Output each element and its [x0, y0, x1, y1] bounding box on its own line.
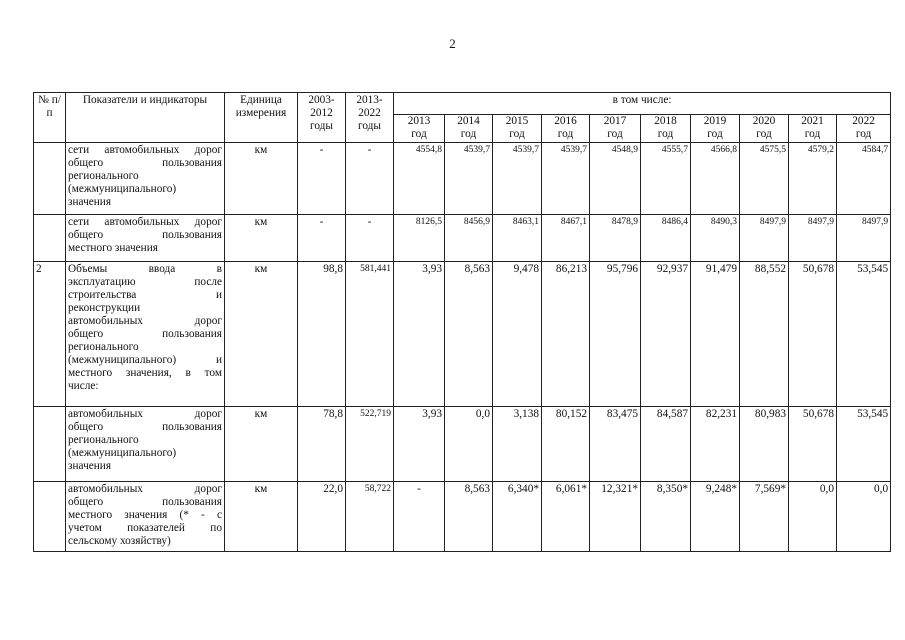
indicator-name-line: значения — [68, 460, 112, 472]
row-value-2016: 6,061* — [542, 482, 590, 552]
indicator-name-line: числе: — [68, 380, 99, 392]
header-year-number: 2019 — [703, 115, 727, 127]
row-value-2013: 8126,5 — [394, 215, 445, 262]
row-value-2020: 8497,9 — [740, 215, 789, 262]
row-period-2003-2012: 22,0 — [298, 482, 346, 552]
indicator-name-line: (межмуниципального) — [68, 183, 177, 195]
row-value-2018: 4555,7 — [641, 143, 691, 215]
header-year-word: год — [509, 128, 525, 140]
header-year-2021 — [789, 115, 837, 143]
row-period-2013-2022: 522,719 — [346, 407, 394, 482]
row-value-2014: 8456,9 — [445, 215, 493, 262]
row-value-2013: 3,93 — [394, 262, 445, 407]
row-number — [34, 407, 66, 482]
row-value-2021: 50,678 — [789, 262, 837, 407]
row-unit: км — [225, 215, 298, 262]
header-year-2017 — [590, 115, 641, 143]
row-value-2016: 86,213 — [542, 262, 590, 407]
indicator-name-line: автомобильных дорог — [68, 315, 222, 327]
header-year-number: 2021 — [801, 115, 824, 127]
header-year-word: год — [557, 128, 574, 140]
header-group: в том числе: — [394, 93, 891, 115]
row-unit: км — [225, 143, 298, 215]
row-indicator-name — [66, 407, 225, 482]
indicator-name-line: местного значения (* - с — [68, 509, 222, 521]
row-value-2022: 4584,7 — [837, 143, 891, 215]
header-year-number: 2014 — [457, 115, 480, 127]
row-indicator-name — [66, 482, 225, 552]
header-num: № п/п — [34, 93, 66, 143]
row-number — [34, 143, 66, 215]
indicator-name-line: Объемы ввода в — [68, 263, 222, 275]
row-period-2013-2022: 58,722 — [346, 482, 394, 552]
row-value-2014: 8,563 — [445, 482, 493, 552]
header-name: Показатели и индикаторы — [66, 93, 225, 143]
header-year-word: год — [756, 128, 772, 140]
row-period-2003-2012: - — [298, 215, 346, 262]
header-year-word: год — [804, 128, 821, 140]
header-year-2022 — [837, 115, 891, 143]
indicator-name-line: автомобильных дорог — [68, 408, 222, 420]
table-row — [34, 407, 891, 482]
header-year-2020 — [740, 115, 789, 143]
indicator-name-line: эксплуатацию после — [68, 276, 222, 288]
table-row — [34, 262, 891, 407]
row-value-2017: 12,321* — [590, 482, 641, 552]
indicator-name-line: (межмуниципального) и — [68, 354, 222, 366]
header-year-word: год — [657, 128, 674, 140]
header-year-number: 2018 — [654, 115, 677, 127]
header-year-2015 — [493, 115, 542, 143]
row-value-2019: 9,248* — [691, 482, 740, 552]
row-value-2020: 88,552 — [740, 262, 789, 407]
row-value-2021: 0,0 — [789, 482, 837, 552]
indicator-name-line: сети автомобильных дорог — [68, 216, 222, 228]
header-period-1: 2003-2012 годы — [298, 93, 346, 143]
row-value-2015: 4539,7 — [493, 143, 542, 215]
row-value-2015: 6,340* — [493, 482, 542, 552]
row-value-2016: 4539,7 — [542, 143, 590, 215]
row-value-2020: 7,569* — [740, 482, 789, 552]
indicator-name-line: сельскому хозяйству) — [68, 535, 171, 547]
row-indicator-name — [66, 143, 225, 215]
indicator-name-line: общего пользования — [68, 229, 222, 241]
indicators-table — [33, 92, 891, 552]
indicator-name-line: (межмуниципального) — [68, 447, 177, 459]
row-value-2018: 92,937 — [641, 262, 691, 407]
row-value-2018: 8,350* — [641, 482, 691, 552]
row-value-2019: 82,231 — [691, 407, 740, 482]
row-value-2019: 91,479 — [691, 262, 740, 407]
table-row — [34, 143, 891, 215]
row-value-2016: 8467,1 — [542, 215, 590, 262]
header-year-2018 — [641, 115, 691, 143]
row-value-2017: 8478,9 — [590, 215, 641, 262]
row-period-2013-2022: - — [346, 143, 394, 215]
header-year-2019 — [691, 115, 740, 143]
row-indicator-name — [66, 262, 225, 407]
row-value-2020: 80,983 — [740, 407, 789, 482]
header-unit: Единица измерения — [225, 93, 298, 143]
header-year-2016 — [542, 115, 590, 143]
row-period-2003-2012: 98,8 — [298, 262, 346, 407]
row-value-2022: 53,545 — [837, 262, 891, 407]
indicator-name-line: автомобильных дорог — [68, 483, 222, 495]
row-value-2015: 3,138 — [493, 407, 542, 482]
header-year-number: 2013 — [407, 115, 431, 127]
header-year-2013 — [394, 115, 445, 143]
indicator-name-line: регионального — [68, 434, 139, 446]
indicator-name-line: реконструкции — [68, 302, 141, 314]
row-value-2021: 50,678 — [789, 407, 837, 482]
header-year-2014 — [445, 115, 493, 143]
row-value-2015: 8463,1 — [493, 215, 542, 262]
indicator-name-line: общего пользования — [68, 421, 222, 433]
row-number: 2 — [34, 262, 66, 407]
row-number — [34, 215, 66, 262]
indicator-name-line: местного значения, в том — [68, 367, 222, 379]
indicator-name-line: учетом показателей по — [68, 522, 222, 534]
row-period-2013-2022: - — [346, 215, 394, 262]
header-year-word: год — [411, 128, 427, 140]
indicator-name-line: местного значения — [68, 242, 158, 254]
indicator-name-line: регионального — [68, 170, 139, 182]
row-value-2013: 3,93 — [394, 407, 445, 482]
row-unit: км — [225, 407, 298, 482]
header-year-number: 2016 — [554, 115, 577, 127]
row-value-2014: 4539,7 — [445, 143, 493, 215]
row-value-2018: 8486,4 — [641, 215, 691, 262]
row-indicator-name — [66, 215, 225, 262]
row-value-2019: 4566,8 — [691, 143, 740, 215]
row-value-2021: 8497,9 — [789, 215, 837, 262]
row-number — [34, 482, 66, 552]
header-period-2: 2013-2022 годы — [346, 93, 394, 143]
row-value-2021: 4579,2 — [789, 143, 837, 215]
table-row — [34, 215, 891, 262]
table-row — [34, 482, 891, 552]
indicator-name-line: общего пользования — [68, 496, 222, 508]
row-value-2019: 8490,3 — [691, 215, 740, 262]
indicator-name-line: регионального — [68, 341, 139, 353]
header-year-word: год — [855, 128, 872, 140]
header-year-word: год — [460, 128, 477, 140]
row-unit: км — [225, 262, 298, 407]
row-value-2017: 95,796 — [590, 262, 641, 407]
indicator-name-line: общего пользования — [68, 328, 222, 340]
row-value-2015: 9,478 — [493, 262, 542, 407]
row-value-2014: 8,563 — [445, 262, 493, 407]
row-value-2017: 4548,9 — [590, 143, 641, 215]
row-period-2013-2022: 581,441 — [346, 262, 394, 407]
indicator-name-line: сети автомобильных дорог — [68, 144, 222, 156]
row-value-2016: 80,152 — [542, 407, 590, 482]
row-period-2003-2012: 78,8 — [298, 407, 346, 482]
row-value-2017: 83,475 — [590, 407, 641, 482]
indicator-name-line: значения — [68, 196, 112, 208]
header-year-word: год — [607, 128, 623, 140]
header-year-number: 2017 — [603, 115, 627, 127]
row-period-2003-2012: - — [298, 143, 346, 215]
row-value-2022: 53,545 — [837, 407, 891, 482]
row-value-2014: 0,0 — [445, 407, 493, 482]
row-unit: км — [225, 482, 298, 552]
header-year-number: 2020 — [752, 115, 776, 127]
indicator-name-line: общего пользования — [68, 157, 222, 169]
header-year-word: год — [707, 128, 723, 140]
row-value-2022: 8497,9 — [837, 215, 891, 262]
row-value-2013: - — [394, 482, 445, 552]
indicator-name-line: строительства и — [68, 289, 222, 301]
row-value-2022: 0,0 — [837, 482, 891, 552]
row-value-2013: 4554,8 — [394, 143, 445, 215]
row-value-2018: 84,587 — [641, 407, 691, 482]
page-number: 2 — [449, 36, 456, 51]
header-year-number: 2015 — [505, 115, 529, 127]
table-body — [34, 143, 891, 552]
row-value-2020: 4575,5 — [740, 143, 789, 215]
header-year-number: 2022 — [852, 115, 875, 127]
